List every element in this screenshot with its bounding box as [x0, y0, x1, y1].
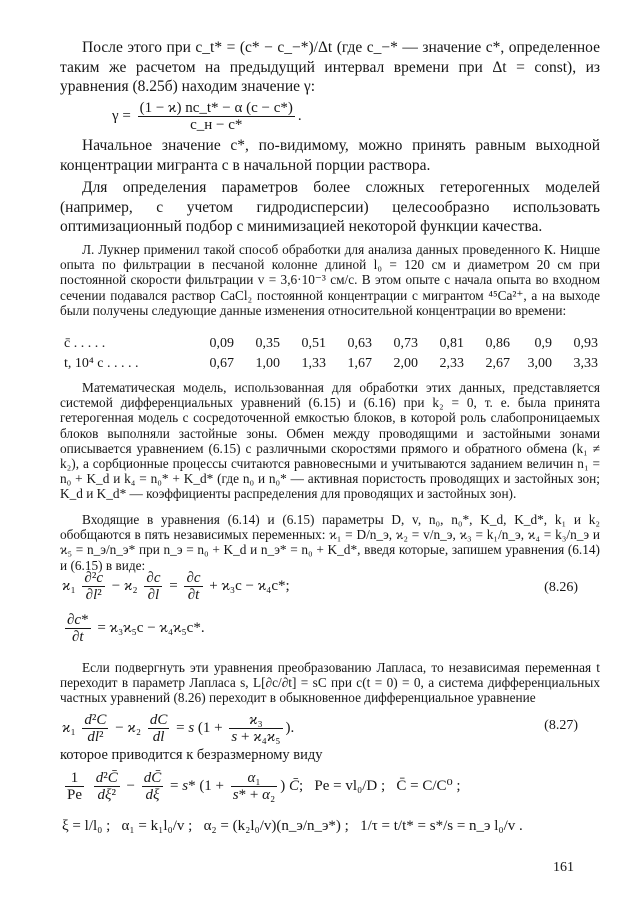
- concentration-table: [60, 336, 600, 376]
- equation-827: ϰ₁ $\frac{\text{d²C}}{\text{dl²}}$ − ϰ₂ $\frac{dC}{dl}$ = s (1 + $\frac{\text{ϰ₃}}{\text{s + ϰ₄ϰ₅}}$ ).: [62, 712, 295, 745]
- paragraph-2: Начальное значение c*, по-видимому, можно принять равным выходной концентрации мигранта c в начальной порции раствора.: [60, 137, 600, 174]
- gamma-denominator: c_н − c*: [190, 117, 243, 133]
- table-row: [60, 336, 600, 356]
- parameter-definitions: [62, 818, 523, 835]
- gamma-numerator: (1 − ϰ) nc_t* − α (c − c*): [139, 100, 293, 116]
- alpha1-definition: α₁ = k₁l₀/v ;: [121, 818, 193, 834]
- table-row: [60, 356, 600, 376]
- row-label: c̄ . . . . .: [64, 336, 106, 351]
- table-cell: 1,33: [301, 356, 326, 371]
- gamma-lhs: γ =: [112, 107, 131, 124]
- equation-number-826: (8.26): [544, 580, 578, 595]
- paragraph-1: После этого при c_t* = (c* − c_−*)/Δt (где c_−* — значение c*, определенное таким же расчетом на предыдущий интервал времени при Δt = const), из уравнения (8.25б) находим значение γ:: [60, 39, 600, 96]
- paragraph-4-luckner: Л. Лукнер применил такой способ обработки для анализа данных проведенного К. Ницше опыта по фильтрации в песчаной колонне длиной l₀ = 120 см и диаметром 20 см при постоянной скорости фильтрации v = 3,6·10⁻³ см/с. В этом опыте с начала опыта во входном сечении подавался раствор CaCl₂ постоянной концентрации с мигрантом ⁴⁵Ca²⁺, а на выходе были получены следующие данные изменения относительной концентрации во времени:: [60, 242, 600, 318]
- table-cell: 2,67: [485, 356, 510, 371]
- table-cell: 0,93: [573, 336, 598, 351]
- table-cell: 0,86: [485, 336, 510, 351]
- xi-definition: ξ = l/l₀ ;: [62, 818, 111, 834]
- paragraph-5-model: Математическая модель, использованная для обработки этих данных, представляется системой дифференциальных уравнений (6.15) и (6.16) при k₂ = 0, т. е. была принята гетерогенная модель с сосредоточенной емкостью блоков, в которой роль слабопроницаемых блоков выполняли застойные зоны. Обмен между проводящими и застойными зонами описывается уравнением (6.15) с различными скоростями прямого и обратного обмена (k₁ ≠ k₂), а сорбционные процессы считаются равновесными и учитываются заданием величин n₁ = n₀ + K_d и k₄ = n₀* + K_d* (где n₀ и n₀* — активная пористость проводящих и застойных зон; K_d и K_d* — коэффициенты распределения для проводящих и застойных зон).: [60, 380, 600, 502]
- equation-826-line2: $\frac{\partial c*}{\partial t}$ = ϰ₃ϰ₅c − ϰ₄ϰ₅c*.: [67, 612, 205, 645]
- table-cell: 1,00: [255, 356, 280, 371]
- table-cell: 0,9: [534, 336, 552, 351]
- table-cell: 0,51: [301, 336, 326, 351]
- cbar-definition: C̄ = C/C⁰ ;: [396, 777, 461, 794]
- tau-definition: 1/τ = t/t* = s*/s = n_э l₀/v .: [360, 818, 523, 834]
- table-cell: 0,81: [439, 336, 464, 351]
- paragraph-3: Для определения параметров более сложных гетерогенных моделей (например, с учетом гидродисперсии) целесообразно использовать оптимизационный подбор с минимизацией некоторой функции качества.: [60, 179, 600, 236]
- table-cell: 3,00: [527, 356, 552, 371]
- gamma-equation: γ = $\frac{(1 - ϰ) nc\_t* - \alpha (c - c*)}{c\_н - c*}$ .: [112, 100, 302, 133]
- dimensionless-equation: $\frac{1}{Pe}$ $\frac{\text{d²C̄}}{\text{dξ²}}$ − $\frac{dC̄}{d\xi}$ = s* (1 + $\frac{\text{α₁}}{\text{s* + α₂}}$ ) C̄; Pe = vl₀/D ; C̄ = C/C⁰ ;: [67, 770, 461, 803]
- paragraph-8: которое приводится к безразмерному виду: [60, 747, 323, 763]
- eq826b-rhs: = ϰ₃ϰ₅c − ϰ₄ϰ₅c*.: [97, 619, 205, 636]
- paragraph-6-parameters: Входящие в уравнения (6.14) и (6.15) параметры D, v, n₀, n₀*, K_d, K_d*, k₁ и k₂ обобщаются в пять независимых переменных: ϰ₁ = D/n_э, ϰ₂ = v/n_э, ϰ₃ = k₁/n_э, ϰ₄ = k₃/n_э и ϰ₅ = n_э/n_э* при n_э = n₀ + K_d и n_э* = n₀ + K_d*, введя которые, запишем уравнения (6.14) и (6.15) в виде:: [60, 512, 600, 573]
- equation-number-827: (8.27): [544, 718, 578, 733]
- table-cell: 0,67: [209, 356, 234, 371]
- table-cell: 2,00: [393, 356, 418, 371]
- page-number: 161: [553, 860, 574, 875]
- peclet-definition: Pe = vl₀/D ;: [314, 777, 386, 794]
- table-cell: 3,33: [573, 356, 598, 371]
- equation-826-line1: ϰ₁ $\frac{\text{∂²c}}{\text{∂l²}}$ − ϰ₂ $\frac{\partial c}{\partial l}$ = $\frac{\partial c}{\partial t}$ + ϰ₃c − ϰ₄c*;: [62, 570, 290, 603]
- alpha2-definition: α₂ = (k₂l₀/v)(n_э/n_э*) ;: [203, 818, 349, 834]
- table-cell: 0,09: [209, 336, 234, 351]
- table-cell: 0,73: [393, 336, 418, 351]
- table-cell: 0,35: [255, 336, 280, 351]
- table-cell: 1,67: [347, 356, 372, 371]
- gamma-fraction: [138, 100, 295, 133]
- row-label: t, 10⁴ c . . . . .: [64, 356, 139, 371]
- table-cell: 2,33: [439, 356, 464, 371]
- table-cell: 0,63: [347, 336, 372, 351]
- paragraph-7-laplace: Если подвергнуть эти уравнения преобразованию Лапласа, то независимая переменная t переходит в параметр Лапласа s, L[∂c/∂t] = sC при c(t = 0) = 0, а система дифференциальных частных уравнений (8.26) переходит в обыкновенное дифференциальное уравнение: [60, 660, 600, 706]
- eq826-rhs: + ϰ₃c − ϰ₄c*;: [209, 577, 290, 594]
